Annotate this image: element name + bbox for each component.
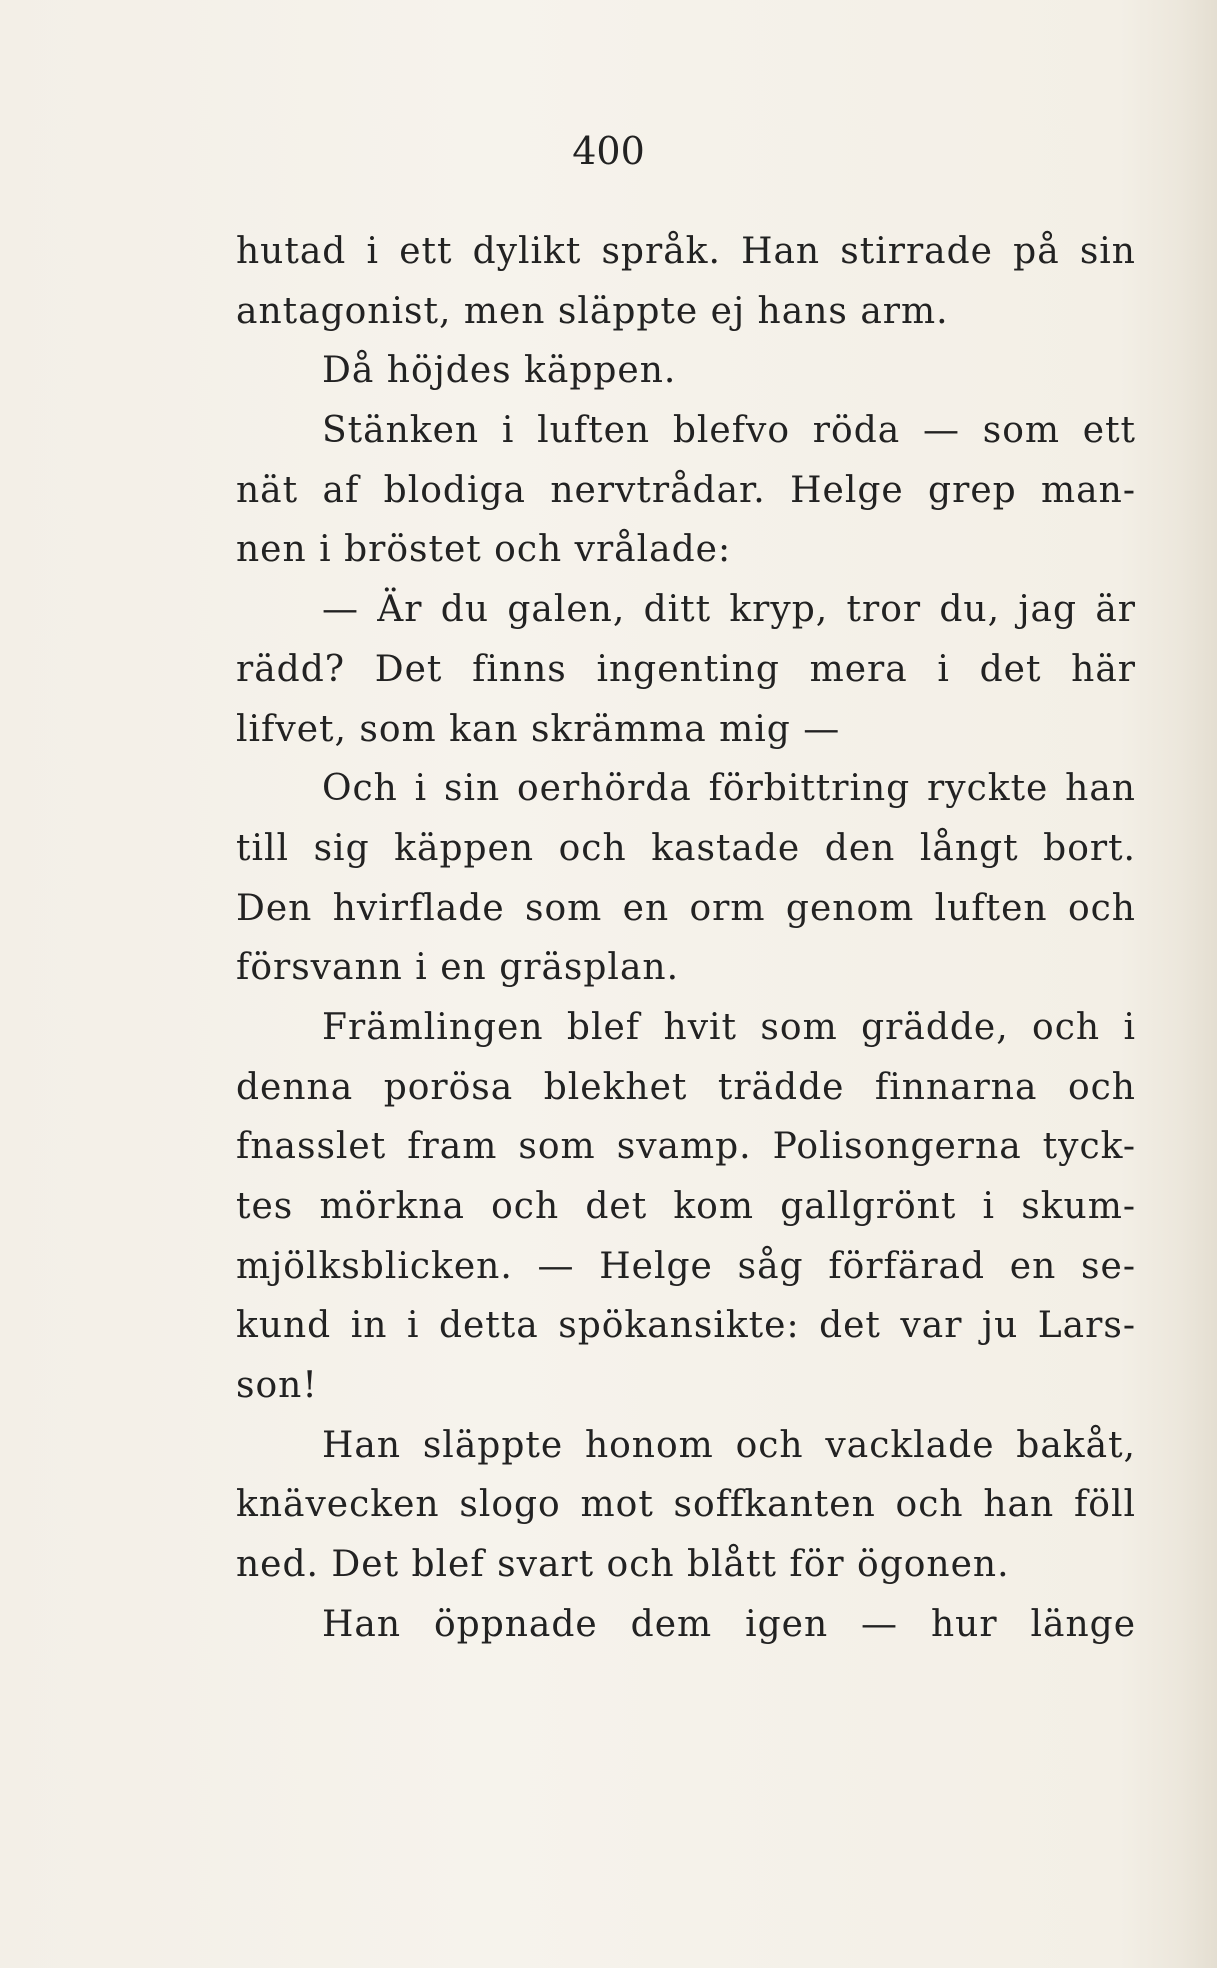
text-line: denna porösa blekhet trädde finnarna och bbox=[236, 1066, 1136, 1108]
text-line: Han öppnade dem igen — hur länge bbox=[322, 1603, 1136, 1645]
text-line: lifvet, som kan skrämma mig — bbox=[236, 708, 841, 750]
text-line: nät af blodiga nervtrådar. Helge grep man- bbox=[236, 469, 1136, 511]
text-line: nen i bröstet och vrålade: bbox=[236, 529, 732, 571]
text-line: knävecken slogo mot soffkanten och han föll bbox=[236, 1484, 1136, 1526]
text-line: Då höjdes käppen. bbox=[322, 350, 677, 392]
text-line: Och i sin oerhörda förbittring ryckte han bbox=[322, 768, 1136, 810]
text-line: försvann i en gräsplan. bbox=[236, 947, 680, 989]
text-line: fnasslet fram som svamp. Polisongerna tyck- bbox=[236, 1126, 1136, 1168]
text-line: son! bbox=[236, 1365, 318, 1407]
page-number: 400 bbox=[572, 129, 645, 173]
text-line: tes mörkna och det kom gallgrönt i skum- bbox=[236, 1186, 1136, 1227]
text-line: ned. Det blef svart och blått för ögonen. bbox=[236, 1544, 1010, 1586]
text-line: Den hvirflade som en orm genom luften och bbox=[236, 887, 1136, 929]
text-line: Han släppte honom och vacklade bakåt, bbox=[322, 1424, 1136, 1466]
text-line: Stänken i luften blefvo röda — som ett bbox=[322, 410, 1136, 452]
text-line: till sig käppen och kastade den långt bort. bbox=[236, 827, 1136, 869]
body-text bbox=[236, 222, 1136, 1655]
text-line: kund in i detta spökansikte: det var ju Lars- bbox=[236, 1305, 1136, 1347]
text-line: antagonist, men släppte ej hans arm. bbox=[236, 290, 949, 332]
text-line: mjölksblicken. — Helge såg förfärad en se- bbox=[236, 1245, 1136, 1287]
text-line: rädd? Det finns ingenting mera i det här bbox=[236, 648, 1136, 690]
text-line: Främlingen blef hvit som grädde, och i bbox=[322, 1006, 1136, 1048]
text-line: — Är du galen, ditt kryp, tror du, jag är bbox=[322, 589, 1136, 631]
text-line: hutad i ett dylikt språk. Han stirrade på sin bbox=[236, 231, 1136, 272]
